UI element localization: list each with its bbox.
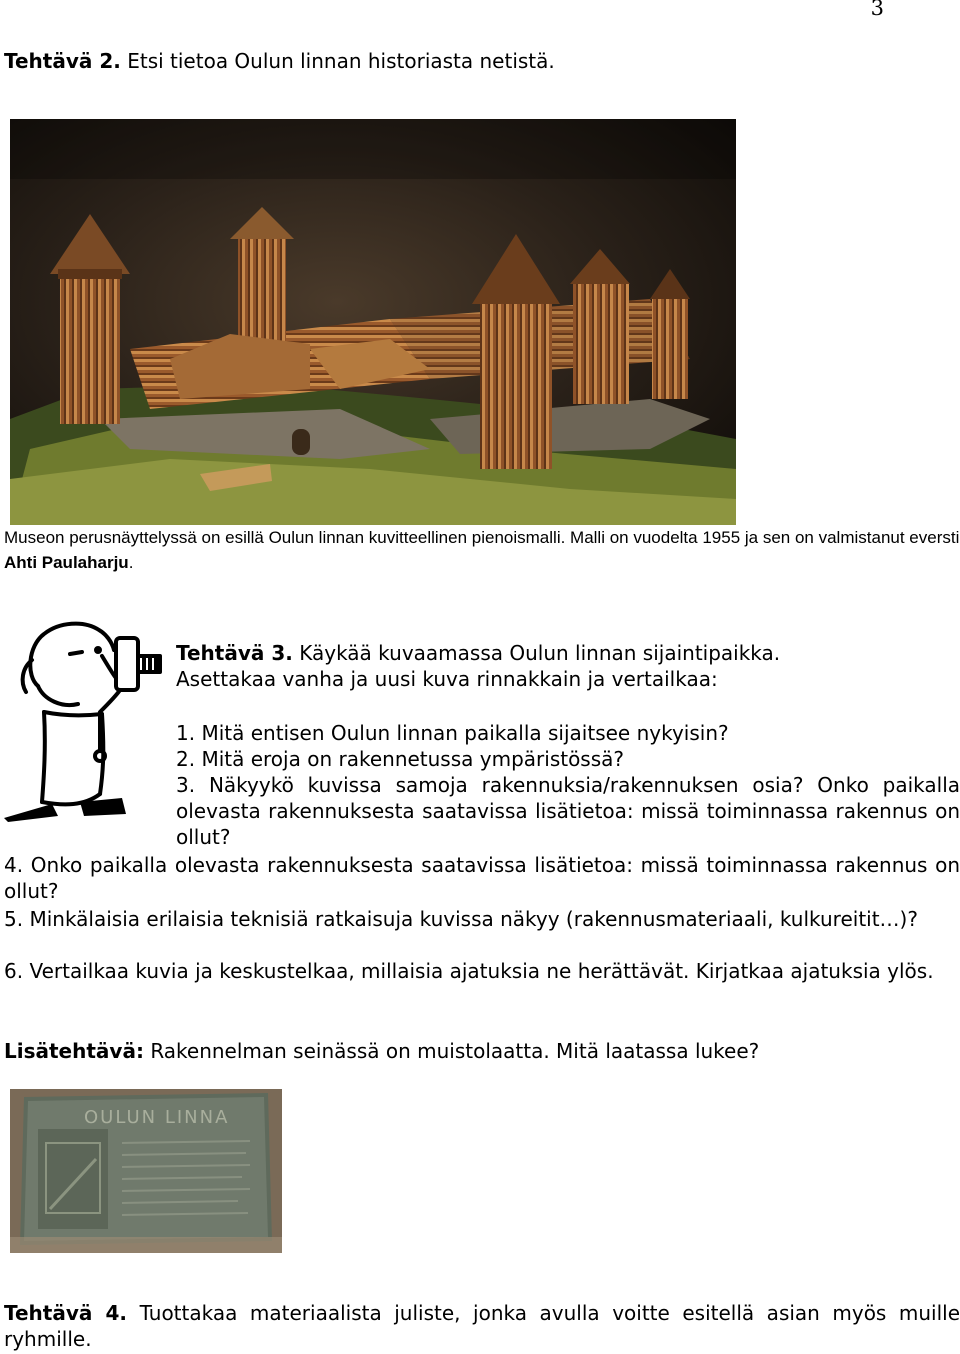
question-5	[4, 906, 960, 932]
castle-model-photo	[10, 119, 736, 525]
question-1	[176, 720, 960, 746]
castle-model-image	[10, 119, 736, 525]
question-1-text: Mitä entisen Oulun linnan paikalla sijaitsee nykyisin?	[201, 721, 729, 745]
task3-heading	[176, 640, 780, 666]
question-2-text: Mitä eroja on rakennetussa ympäristössä?	[201, 747, 625, 771]
photo-caption	[4, 525, 960, 575]
task4	[4, 1300, 960, 1352]
question-6-num: 6.	[4, 959, 24, 983]
question-4-text: Onko paikalla olevasta rakennuksesta saatavissa lisätietoa: missä toiminnassa rakennus on ollut?	[4, 853, 960, 903]
task4-text: Tuottakaa materiaalista juliste, jonka avulla voitte esitellä asian myös muille ryhmille.	[4, 1301, 960, 1351]
page-number: 3	[870, 0, 884, 20]
photographer-icon	[4, 616, 174, 822]
question-5-text: Minkälaisia erilaisia teknisiä ratkaisuja kuvissa näkyy (rakennusmateriaali, kulkureitit…)?	[29, 907, 918, 931]
memorial-plaque-photo	[10, 1089, 282, 1253]
task3-line2: Asettakaa vanha ja uusi kuva rinnakkain ja vertailkaa:	[176, 667, 718, 691]
task2-heading	[4, 48, 555, 74]
question-1-num: 1.	[176, 721, 196, 745]
question-6-text: Vertailkaa kuvia ja keskustelkaa, millaisia ajatuksia ne herättävät. Kirjatkaa ajatuksia ylös.	[29, 959, 934, 983]
question-3-num: 3.	[176, 773, 196, 797]
question-3-text: Näkyykö kuvissa samoja rakennuksia/rakennuksen osia? Onko paikalla olevasta rakennuksesta saatavissa lisätietoa: missä toiminnassa rakennus on ollut?	[176, 773, 960, 849]
question-4	[4, 852, 960, 904]
caption-name: Ahti Paulaharju	[4, 553, 129, 572]
question-3	[176, 772, 960, 850]
task2-text: Etsi tietoa Oulun linnan historiasta netistä.	[127, 49, 555, 73]
task4-label: Tehtävä 4.	[4, 1301, 128, 1325]
task2-label: Tehtävä 2.	[4, 49, 121, 73]
photographer-illustration	[4, 616, 174, 822]
question-5-num: 5.	[4, 907, 24, 931]
caption-text: Museon perusnäyttelyssä on esillä Oulun linnan kuvitteellinen pienoismalli. Malli on vuodelta 1955 ja sen on valmistanut eversti	[4, 528, 960, 547]
question-2-num: 2.	[176, 747, 196, 771]
extra-task	[4, 1038, 759, 1064]
question-6	[4, 958, 960, 984]
caption-end: .	[128, 553, 134, 572]
question-2	[176, 746, 960, 772]
extra-task-text: Rakennelman seinässä on muistolaatta. Mitä laatassa lukee?	[150, 1039, 760, 1063]
question-4-num: 4.	[4, 853, 24, 877]
memorial-plaque-image	[10, 1089, 282, 1253]
task3-text: Käykää kuvaamassa Oulun linnan sijaintipaikka.	[299, 641, 781, 665]
plaque-lettering: OULUN LINNA	[84, 1107, 230, 1128]
extra-task-label: Lisätehtävä:	[4, 1039, 144, 1063]
task3-label: Tehtävä 3.	[176, 641, 293, 665]
